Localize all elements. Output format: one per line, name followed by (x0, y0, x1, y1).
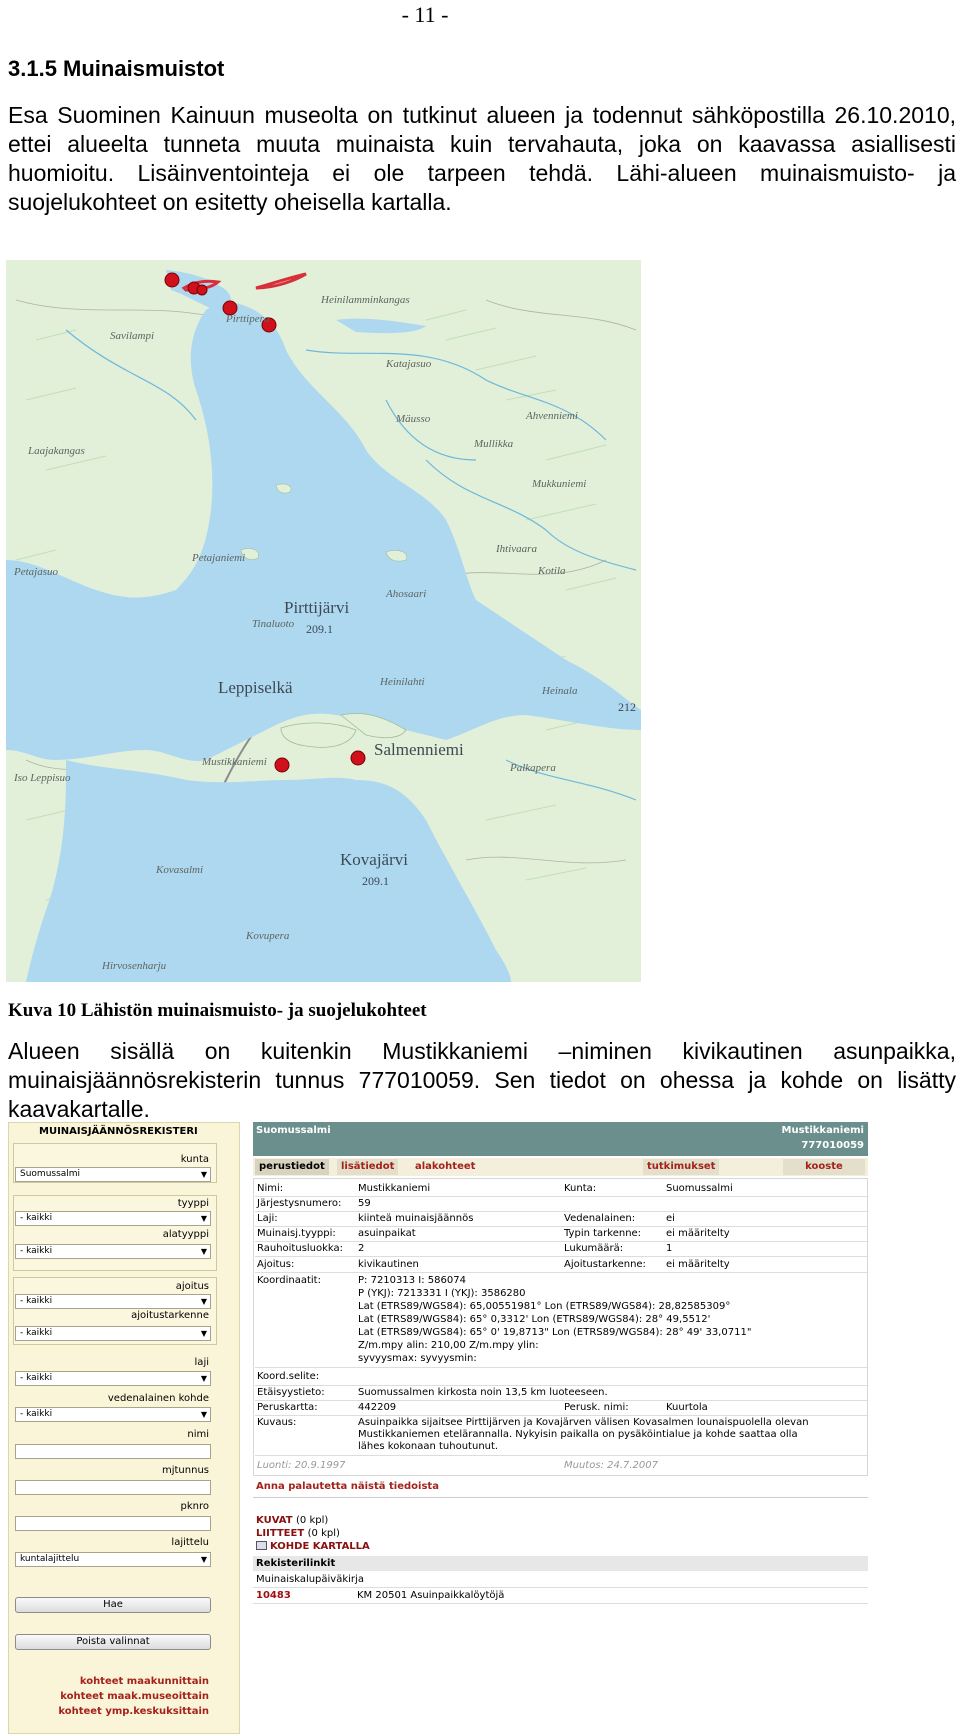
detail-fields (253, 1178, 868, 1476)
map-label: Ihtivaara (496, 543, 537, 555)
vedenalainen-select[interactable] (15, 1407, 211, 1422)
alatyyppi-label: alatyyppi (162, 1229, 209, 1240)
field-value: ei (666, 1213, 675, 1224)
map-label: Pirttipera (226, 313, 270, 325)
chevron-down-icon: ▼ (200, 1297, 207, 1306)
field-label: Laji: (257, 1213, 278, 1224)
ajoitustarkenne-label: ajoitustarkenne (131, 1310, 209, 1321)
map-label: Palkapera (510, 762, 556, 774)
map-label: Tinaluoto (252, 618, 295, 630)
chevron-down-icon: ▼ (200, 1247, 207, 1256)
laji-value: - kaikki (20, 1373, 53, 1383)
map-label-elevation: 209.1 (306, 622, 333, 636)
map-label: Iso Leppisuo (14, 772, 71, 784)
chevron-down-icon: ▼ (200, 1555, 207, 1564)
map-label: Mustikkaniemi (202, 756, 267, 768)
modified-date: Muutos: 24.7.2007 (564, 1460, 658, 1471)
intro-paragraph: Esa Suominen Kainuun museolta on tutkinut alueen ja todennut sähköpostilla 26.10.2010, ettei alueelta tunneta muuta muinaista kuin tervahauta, joka on kaavassa asiallisesti huomioitu. Lisäinventointeja ei ole tarpeen tehdä. Lähi-alueen muinaismuisto- ja suojelukohteet on esitetty oheisella kartalla. (8, 102, 956, 215)
coordinate-line: P (YKJ): 7213331 I (YKJ): 3586280 (358, 1288, 526, 1299)
liitteet-link[interactable] (256, 1528, 340, 1539)
coordinate-line: Lat (ETRS89/WGS84): 65,00551981° Lon (ETRS89/WGS84): 28,82585309° (358, 1301, 731, 1312)
hae-button[interactable]: Hae (15, 1597, 211, 1613)
liitteet-label: LIITTEET (256, 1528, 305, 1539)
laji-select[interactable] (15, 1371, 211, 1386)
header-code: 777010059 (801, 1140, 864, 1151)
field-label: Etäisyystieto: (257, 1387, 325, 1398)
register-screenshot (8, 1122, 868, 1734)
field-value: Kuurtola (666, 1402, 708, 1413)
tyyppi-select[interactable] (15, 1211, 211, 1226)
field-label: Ajoitus: (257, 1259, 295, 1270)
field-label: Rauhoitusluokka: (257, 1243, 344, 1254)
link-kohteet-maak-museoittain[interactable]: kohteet maak.museoittain (60, 1691, 209, 1702)
nimi-label: nimi (187, 1429, 209, 1440)
tyyppi-label: tyyppi (177, 1198, 209, 1209)
vedenalainen-label: vedenalainen kohde (107, 1393, 209, 1404)
field-label: Ajoitustarkenne: (564, 1259, 646, 1270)
chevron-down-icon: ▼ (200, 1329, 207, 1338)
mjtunnus-input[interactable] (15, 1480, 211, 1495)
area-map (6, 260, 641, 982)
map-label-lake: Leppiselkä (218, 678, 293, 697)
created-date: Luonti: 20.9.1997 (257, 1460, 346, 1471)
nimi-input[interactable] (15, 1444, 211, 1459)
map-label: Heinala (542, 685, 578, 697)
field-label: Kuvaus: (257, 1417, 297, 1428)
field-value: kiinteä muinaisjäännös (358, 1213, 474, 1224)
mjtunnus-label: mjtunnus (161, 1465, 209, 1476)
site-detail-panel (253, 1122, 868, 1627)
kohde-kartalla-label: KOHDE KARTALLA (270, 1541, 370, 1552)
site-marker (351, 751, 365, 765)
detail-tabs (253, 1158, 868, 1176)
figure-caption: Kuva 10 Lähistön muinaismuisto- ja suojelukohteet (8, 1000, 427, 1021)
coordinate-line: P: 7210313 I: 586074 (358, 1275, 466, 1286)
field-label: Muinaisj.tyyppi: (257, 1228, 336, 1239)
header-municipality: Suomussalmi (256, 1125, 331, 1136)
pknro-input[interactable] (15, 1516, 211, 1531)
site-paragraph: Alueen sisällä on kuitenkin Mustikkaniemi –niminen kivikautinen asunpaikka, muinaisjäännösrekisterin tunnus 777010059. Sen tiedot on ohessa ja kohde on lisätty kaavakartalle. (8, 1038, 956, 1122)
description-line: Mustikkaniemen etelärannalla. Nykyisin paikalla on pysäköintialue ja kohde saattaa olla (358, 1429, 798, 1440)
map-label: Kovupera (246, 930, 290, 942)
map-label: Ahvenniemi (526, 410, 578, 422)
tab-perustiedot[interactable]: perustiedot (255, 1159, 329, 1175)
liitteet-count: (0 kpl) (307, 1528, 340, 1539)
kuvat-count: (0 kpl) (296, 1515, 329, 1526)
map-label: Petajaniemi (192, 552, 246, 564)
field-label: Koord.selite: (257, 1371, 320, 1382)
alatyyppi-select[interactable] (15, 1244, 211, 1259)
map-label-lake: Kovajärvi (340, 850, 408, 869)
search-panel (8, 1122, 240, 1734)
map-label: Mäusso (396, 413, 431, 425)
field-value: 442209 (358, 1402, 397, 1413)
field-value: Suomussalmi (666, 1183, 733, 1194)
map-label-cape: Salmenniemi (374, 740, 464, 759)
field-label: Perusk. nimi: (564, 1402, 629, 1413)
field-value: ei määritelty (666, 1259, 730, 1270)
field-value: kivikautinen (358, 1259, 419, 1270)
field-label: Koordinaatit: (257, 1275, 321, 1286)
site-marker-mustikkaniemi (275, 758, 289, 772)
map-label: Mullikka (474, 438, 514, 450)
map-label: Petajasuo (14, 566, 58, 578)
lajittelu-label: lajittelu (171, 1537, 209, 1548)
detail-header (253, 1122, 868, 1156)
field-value: asuinpaikat (358, 1228, 416, 1239)
tab-lisatiedot[interactable]: lisätiedot (337, 1159, 398, 1175)
map-icon (256, 1541, 267, 1550)
field-label: Lukumäärä: (564, 1243, 624, 1254)
coordinate-line: Lat (ETRS89/WGS84): 65° 0' 19,8713" Lon (ETRS89/WGS84): 28° 49' 33,0711" (358, 1327, 752, 1338)
register-link-source: Muinaiskalupäiväkirja (256, 1574, 364, 1585)
poista-valinnat-button[interactable]: Poista valinnat (15, 1634, 211, 1650)
register-title: MUINAISJÄÄNNÖSREKISTERI (39, 1126, 198, 1137)
kunta-label: kunta (180, 1154, 209, 1165)
chevron-down-icon: ▼ (200, 1170, 207, 1179)
site-marker (197, 285, 207, 295)
pknro-label: pknro (180, 1501, 209, 1512)
map-graphic (6, 260, 641, 982)
tyyppi-value: - kaikki (20, 1213, 53, 1223)
field-value: Suomussalmen kirkosta noin 13,5 km luoteeseen. (358, 1387, 608, 1398)
section-heading: 3.1.5 Muinaismuistot (8, 56, 225, 81)
map-label-elevation: 209.1 (362, 874, 389, 888)
chevron-down-icon: ▼ (200, 1214, 207, 1223)
chevron-down-icon: ▼ (200, 1374, 207, 1383)
field-value: 1 (666, 1243, 673, 1254)
tab-alakohteet[interactable]: alakohteet (415, 1161, 476, 1172)
kuvat-label: KUVAT (256, 1515, 293, 1526)
map-label: Hirvosenharju (102, 960, 167, 972)
field-value: ei määritelty (666, 1228, 730, 1239)
header-place: Mustikkaniemi (781, 1125, 864, 1136)
field-value: Mustikkaniemi (358, 1183, 431, 1194)
laji-label: laji (194, 1357, 209, 1368)
lajittelu-value: kuntalajittelu (20, 1554, 80, 1564)
link-kohteet-maakunnittain[interactable]: kohteet maakunnittain (79, 1676, 209, 1687)
coordinate-line: Lat (ETRS89/WGS84): 65° 0,3312' Lon (ETRS89/WGS84): 28° 49,5512' (358, 1314, 711, 1325)
page-number: - 11 - (401, 2, 449, 27)
coordinate-line: Z/m.mpy alin: 210,00 Z/m.mpy ylin: (358, 1340, 539, 1351)
kohde-kartalla-link[interactable] (256, 1541, 370, 1552)
register-link-id[interactable]: 10483 (256, 1590, 291, 1601)
tab-kooste[interactable]: kooste (783, 1159, 865, 1175)
map-label: Kotila (538, 565, 566, 577)
map-label: Laajakangas (28, 445, 85, 457)
field-label: Typin tarkenne: (564, 1228, 642, 1239)
vedenalainen-value: - kaikki (20, 1409, 53, 1419)
map-label: Katajasuo (386, 358, 432, 370)
chevron-down-icon: ▼ (200, 1410, 207, 1419)
field-label: Järjestysnumero: (257, 1198, 342, 1209)
map-label: Ahosaari (386, 588, 427, 600)
map-label: Savilampi (110, 330, 154, 342)
feedback-link[interactable]: Anna palautetta näistä tiedoista (256, 1481, 439, 1492)
description-line: lähes kokonaan tuhoutunut. (358, 1441, 499, 1452)
field-label: Vedenalainen: (564, 1213, 636, 1224)
register-link-text: KM 20501 Asuinpaikkalöytöjä (357, 1590, 505, 1601)
ajoitustarkenne-select[interactable] (15, 1326, 211, 1341)
ajoitus-select[interactable] (15, 1294, 211, 1309)
map-label: Mukkuniemi (532, 478, 587, 490)
map-label-lake: Pirttijärvi (284, 598, 350, 617)
field-value: 59 (358, 1198, 371, 1209)
ajoitus-label: ajoitus (175, 1281, 209, 1292)
alatyyppi-value: - kaikki (20, 1246, 53, 1256)
field-label: Nimi: (257, 1183, 284, 1194)
kuvat-link[interactable] (256, 1515, 328, 1526)
ajoitus-value: - kaikki (20, 1296, 53, 1306)
map-label: Kovasalmi (156, 864, 204, 876)
link-kohteet-ymp-keskuksittain[interactable]: kohteet ymp.keskuksittain (58, 1706, 209, 1717)
kunta-select[interactable] (15, 1167, 211, 1182)
site-marker (165, 273, 179, 287)
coordinate-line: syvyysmax: syvyysmin: (358, 1353, 477, 1364)
kunta-value: Suomussalmi (20, 1169, 81, 1179)
map-label: Heinilamminkangas (321, 294, 410, 306)
field-label: Peruskartta: (257, 1402, 318, 1413)
map-label: Heinilahti (380, 676, 425, 688)
field-label: Kunta: (564, 1183, 597, 1194)
lajittelu-select[interactable] (15, 1552, 211, 1567)
register-links-header: Rekisterilinkit (253, 1556, 868, 1571)
tab-tutkimukset[interactable]: tutkimukset (643, 1159, 719, 1175)
field-value: 2 (358, 1243, 365, 1254)
ajoitustarkenne-value: - kaikki (20, 1328, 53, 1338)
map-label-road: 212 (618, 700, 636, 714)
description-line: Asuinpaikka sijaitsee Pirttijärven ja Kovajärven välisen Kovasalmen lounaispuolella olevan (358, 1417, 809, 1428)
